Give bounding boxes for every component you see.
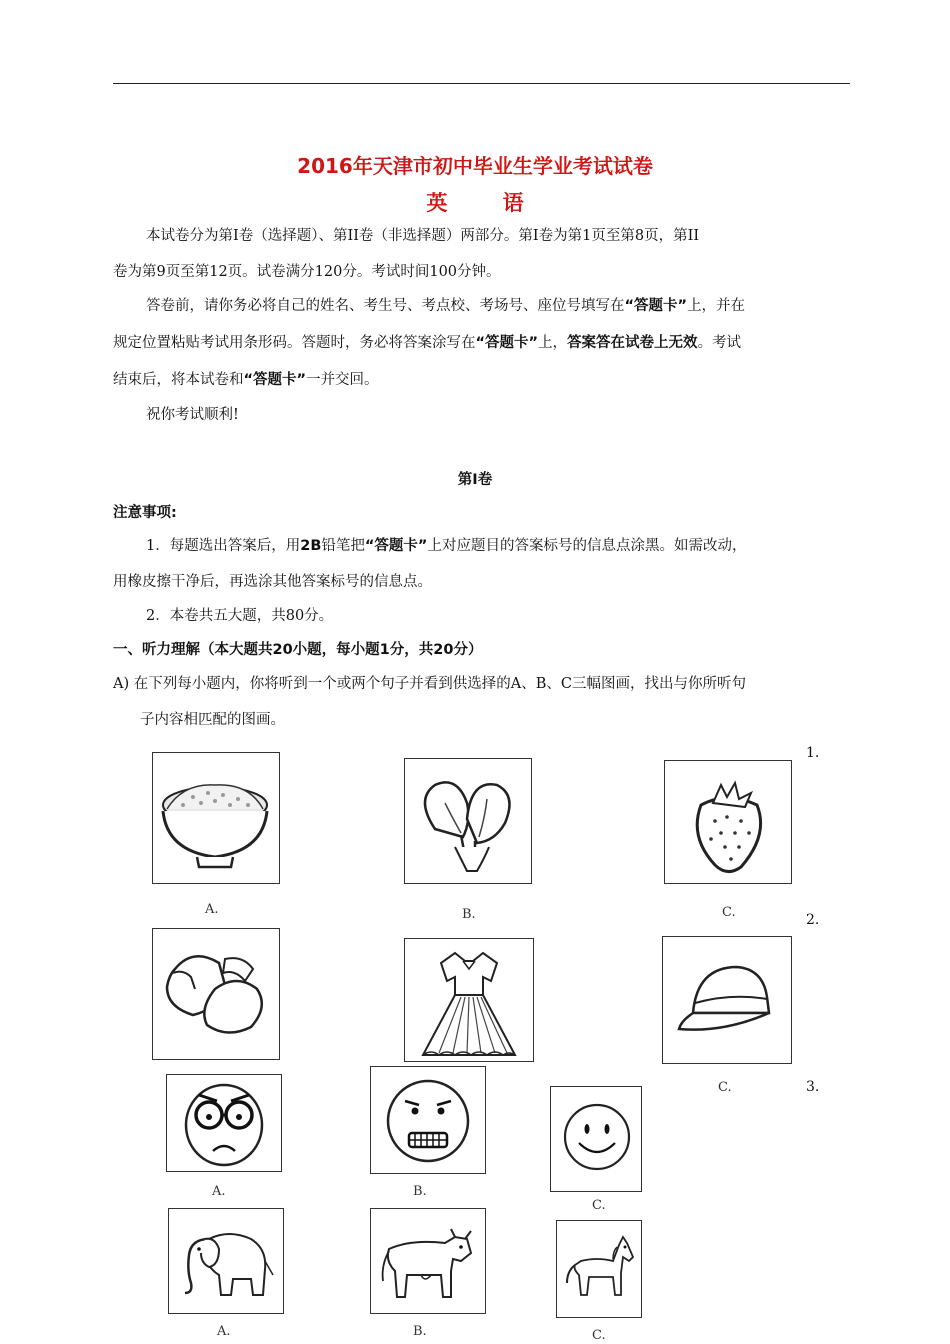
exam-title: 2016年天津市初中毕业生学业考试试卷 xyxy=(297,154,653,178)
option-picture-c-4[interactable] xyxy=(556,1220,642,1318)
scared-face-icon xyxy=(371,1067,485,1173)
intro-line-1: 本试卷分为第Ⅰ卷（选择题）、第II卷（非选择题）两部分。第Ⅰ卷为第1页至第8页，第II xyxy=(146,228,700,244)
option-label-a-3: A. xyxy=(212,1184,226,1199)
horse-icon xyxy=(557,1221,641,1317)
strawberry-icon xyxy=(665,761,791,883)
intro-line-2: 卷为第9页至第12页。试卷满分120分。考试时间100分钟。 xyxy=(113,264,501,280)
question-number-3: 3. xyxy=(806,1079,820,1095)
option-picture-b-4[interactable] xyxy=(370,1208,486,1314)
option-picture-a-4[interactable] xyxy=(168,1208,284,1314)
intro-line-6: 祝你考试顺利! xyxy=(146,407,239,423)
cabbage-icon xyxy=(405,759,531,883)
section-instruction-2: 子内容相匹配的图画。 xyxy=(140,712,285,728)
option-label-a-4: A. xyxy=(217,1324,231,1339)
notice-line-3: 2．本卷共五大题，共80分。 xyxy=(146,608,334,624)
notice-line-2: 用橡皮擦干净后，再选涂其他答案标号的信息点。 xyxy=(113,574,432,590)
option-label-b-3: B. xyxy=(413,1184,427,1199)
intro-line-3: 答卷前，请你务必将自己的姓名、考生号、考点校、考场号、座位号填写在“答题卡”上，并在 xyxy=(146,298,746,314)
elephant-icon xyxy=(169,1209,283,1313)
section-heading: 一、听力理解（本大题共20小题，每小题1分，共20分） xyxy=(113,642,483,658)
option-label-c-3: C. xyxy=(592,1198,606,1213)
option-picture-c[interactable] xyxy=(664,760,792,884)
notice-line-1: 1．每题选出答案后，用2B铅笔把“答题卡”上对应题目的答案标号的信息点涂黑。如需改动， xyxy=(146,538,747,554)
option-picture-a[interactable] xyxy=(152,752,280,884)
subject-title: 英 语 xyxy=(426,191,548,215)
smiley-face-icon xyxy=(551,1087,641,1191)
option-label-a: A. xyxy=(205,902,219,917)
worried-face-icon xyxy=(167,1075,281,1171)
cow-icon xyxy=(371,1209,485,1313)
intro-line-5: 结束后，将本试卷和“答题卡”一并交回。 xyxy=(113,372,379,388)
option-picture-c-2[interactable] xyxy=(662,936,792,1064)
option-picture-b-2[interactable] xyxy=(404,938,534,1062)
dress-icon xyxy=(405,939,533,1061)
option-label-c: C. xyxy=(722,905,736,920)
intro-line-4: 规定位置粘贴考试用条形码。答题时，务必将答案涂写在“答题卡”上，答案答在试卷上无效。考试 xyxy=(113,335,742,351)
option-picture-b-3[interactable] xyxy=(370,1066,486,1174)
option-picture-a-2[interactable] xyxy=(152,928,280,1060)
question-number-1: 1. xyxy=(806,745,820,761)
option-picture-b[interactable] xyxy=(404,758,532,884)
rice-bowl-icon xyxy=(153,753,279,883)
option-picture-c-3[interactable] xyxy=(550,1086,642,1192)
section-instruction-1: A) 在下列每小题内，你将听到一个或两个句子并看到供选择的A、B、C三幅图画，找出与你所听句 xyxy=(113,676,746,692)
option-label-b-4: B. xyxy=(413,1324,427,1339)
gloves-icon xyxy=(153,929,279,1059)
part-heading: 第Ⅰ卷 xyxy=(457,472,493,488)
option-label-b: B. xyxy=(462,907,476,922)
option-label-c-2: C. xyxy=(718,1080,732,1095)
question-number-2: 2. xyxy=(806,912,820,928)
option-label-c-4: C. xyxy=(592,1328,606,1343)
notice-heading: 注意事项: xyxy=(113,505,177,521)
cap-icon xyxy=(663,937,791,1063)
header-rule xyxy=(113,83,850,84)
option-picture-a-3[interactable] xyxy=(166,1074,282,1172)
